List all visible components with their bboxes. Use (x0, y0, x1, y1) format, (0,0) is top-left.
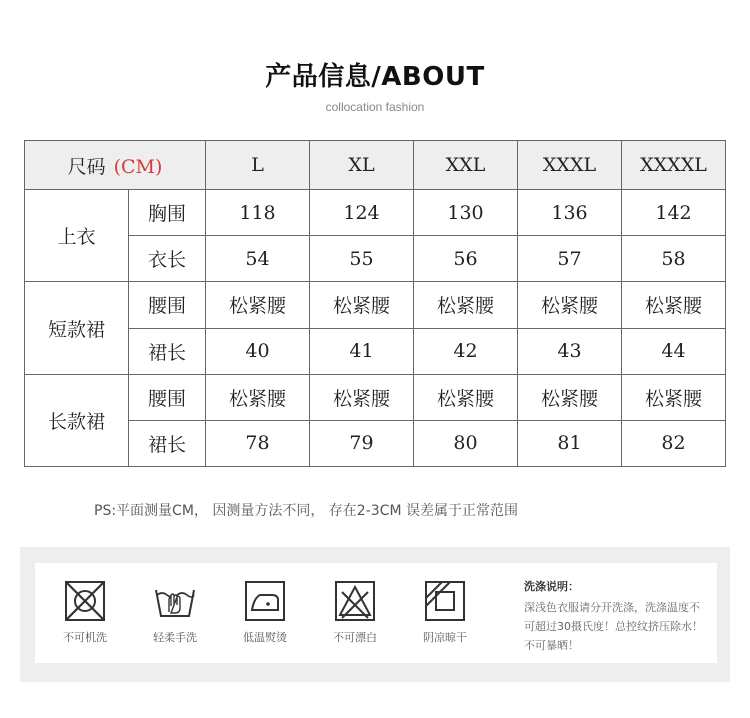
no-machine-wash-icon (62, 578, 108, 624)
size-column-header: XL (310, 141, 414, 190)
value-cell: 40 (206, 328, 310, 374)
page-subtitle: collocation fashion (325, 100, 425, 114)
value-cell: 118 (206, 190, 310, 236)
measure-name-cell: 腰围 (129, 282, 206, 328)
care-label: 轻柔手洗 (153, 631, 197, 644)
value-cell: 54 (206, 236, 310, 282)
table-row (25, 420, 726, 466)
value-cell: 124 (310, 190, 414, 236)
value-cell: 松紧腰 (622, 282, 726, 328)
value-cell: 松紧腰 (206, 282, 310, 328)
value-cell: 142 (622, 190, 726, 236)
value-cell: 42 (414, 328, 518, 374)
group-name-cell: 短款裙 (25, 282, 129, 374)
value-cell: 松紧腰 (206, 374, 310, 420)
value-cell: 松紧腰 (414, 282, 518, 328)
table-row (25, 236, 726, 282)
care-item-gentle-hand-wash (140, 578, 210, 645)
low-temp-iron-icon (242, 578, 288, 624)
value-cell: 130 (414, 190, 518, 236)
care-label: 不可漂白 (333, 631, 377, 644)
gentle-hand-wash-icon (152, 578, 198, 624)
size-column-header: XXL (414, 141, 518, 190)
value-cell: 松紧腰 (310, 282, 414, 328)
care-item-no-machine-wash (50, 578, 120, 645)
size-header-unit: (CM) (113, 155, 163, 178)
measurement-note: PS:平面测量CM， 因测量方法不同， 存在2-3CM 误差属于正常范围 (94, 503, 518, 519)
no-bleach-icon (332, 578, 378, 624)
table-row (25, 374, 726, 420)
table-header-row (25, 141, 726, 190)
value-cell: 136 (518, 190, 622, 236)
value-cell: 82 (622, 420, 726, 466)
value-cell: 56 (414, 236, 518, 282)
size-column-header: XXXXL (622, 141, 726, 190)
value-cell: 松紧腰 (622, 374, 726, 420)
wash-instructions-title: 洗涤说明： (524, 580, 579, 593)
value-cell: 79 (310, 420, 414, 466)
value-cell: 松紧腰 (310, 374, 414, 420)
measure-name-cell: 裙长 (129, 328, 206, 374)
wash-instructions-body: 深浅色衣服请分开洗涤，洗涤温度不可超过30摄氏度！总控纹挤压除水！不可暴晒！ (524, 601, 703, 652)
care-label: 阴凉晾干 (423, 631, 467, 644)
value-cell: 43 (518, 328, 622, 374)
measure-name-cell: 裙长 (129, 420, 206, 466)
measure-name-cell: 衣长 (129, 236, 206, 282)
size-table (24, 140, 726, 467)
value-cell: 55 (310, 236, 414, 282)
value-cell: 81 (518, 420, 622, 466)
care-item-no-bleach (320, 578, 390, 645)
value-cell: 松紧腰 (414, 374, 518, 420)
value-cell: 57 (518, 236, 622, 282)
table-row (25, 328, 726, 374)
value-cell: 58 (622, 236, 726, 282)
page-title: 产品信息/ABOUT (265, 62, 485, 92)
care-label: 不可机洗 (63, 631, 107, 644)
value-cell: 80 (414, 420, 518, 466)
value-cell: 78 (206, 420, 310, 466)
size-header-cell (25, 141, 206, 190)
care-item-low-temp-iron (230, 578, 300, 645)
size-column-header: L (206, 141, 310, 190)
table-row (25, 190, 726, 236)
measure-name-cell: 胸围 (129, 190, 206, 236)
group-name-cell: 长款裙 (25, 374, 129, 466)
table-row (25, 282, 726, 328)
group-name-cell: 上衣 (25, 190, 129, 282)
care-label: 低温熨烫 (243, 631, 287, 644)
value-cell: 44 (622, 328, 726, 374)
value-cell: 松紧腰 (518, 282, 622, 328)
wash-instructions (510, 568, 710, 658)
shade-dry-icon (422, 578, 468, 624)
measure-name-cell: 腰围 (129, 374, 206, 420)
value-cell: 41 (310, 328, 414, 374)
care-item-shade-dry (410, 578, 480, 645)
size-header-label: 尺码 (67, 155, 106, 178)
value-cell: 松紧腰 (518, 374, 622, 420)
size-column-header: XXXL (518, 141, 622, 190)
